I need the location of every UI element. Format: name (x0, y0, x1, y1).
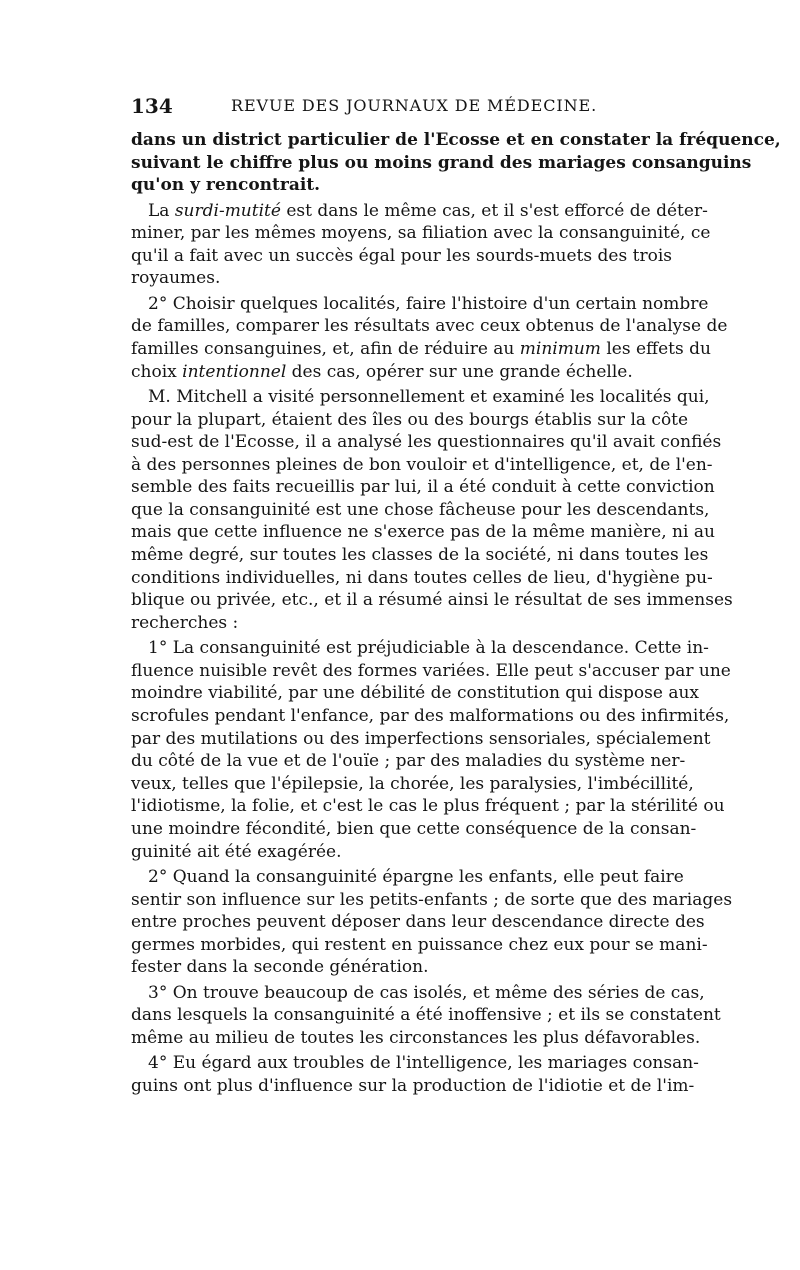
text-line: blique ou privée, etc., et il a résumé ainsi le résultat de ses immenses (131, 590, 733, 611)
text-line: mais que cette influence ne s'exerce pas de la même manière, ni au (131, 522, 715, 543)
text-line: guins ont plus d'influence sur la production de l'idiotie et de l'im- (131, 1075, 695, 1096)
page-number: 134 (131, 94, 173, 118)
text-line: par des mutilations ou des imperfections sensoriales, spécialement (131, 728, 711, 749)
text-line: fluence nuisible revêt des formes variées. Elle peut s'accuser par une (131, 660, 731, 681)
text-line: qu'on y rencontrait. (131, 175, 321, 196)
text-line: moindre viabilité, par une débilité de constitution qui dispose aux (131, 683, 699, 704)
text-line: sud-est de l'Ecosse, il a analysé les questionnaires qu'il avait confiés (131, 432, 722, 453)
text-line: même au milieu de toutes les circonstances les plus défavorables. (131, 1027, 701, 1048)
running-head (131, 94, 672, 120)
text-line: 2° Choisir quelques localités, faire l'histoire d'un certain nombre (148, 293, 709, 314)
text-line: sentir son influence sur les petits-enfants ; de sorte que des mariages (131, 889, 733, 910)
running-title: REVUE DES JOURNAUX DE MÉDECINE. (231, 96, 598, 115)
text-line: familles consanguines, et, afin de réduire au minimum les effets du (131, 338, 711, 359)
text-line: dans lesquels la consanguinité a été inoffensive ; et ils se constatent (131, 1005, 721, 1026)
text-line: guinité ait été exagérée. (131, 841, 342, 862)
text-line: fester dans la seconde génération. (131, 957, 429, 978)
text-line: miner, par les mêmes moyens, sa filiation avec la consanguinité, ce (131, 223, 711, 244)
text-line: choix intentionnel des cas, opérer sur une grande échelle. (131, 361, 633, 382)
text-line: entre proches peuvent déposer dans leur descendance directe des (131, 912, 705, 933)
text-line: l'idiotisme, la folie, et c'est le cas le plus fréquent ; par la stérilité ou (131, 796, 725, 817)
text-line: même degré, sur toutes les classes de la société, ni dans toutes les (131, 545, 709, 566)
text-line: germes morbides, qui restent en puissance chez eux pour se mani- (131, 934, 708, 955)
text-line: scrofules pendant l'enfance, par des malformations ou des infirmités, (131, 706, 730, 727)
text-line: 1° La consanguinité est préjudiciable à la descendance. Cette in- (148, 638, 709, 659)
text-line: pour la plupart, étaient des îles ou des bourgs établis sur la côte (131, 409, 689, 430)
text-line: une moindre fécondité, bien que cette conséquence de la consan- (131, 819, 697, 839)
body-text (131, 129, 781, 1098)
text-line: dans un district particulier de l'Ecosse et en constater la fréquence, (131, 130, 781, 150)
text-line: 4° Eu égard aux troubles de l'intelligence, les mariages consan- (148, 1053, 699, 1074)
text-line: royaumes. (131, 268, 221, 289)
text-line: à des personnes pleines de bon vouloir et d'intelligence, et, de l'en- (131, 454, 713, 475)
text-line: M. Mitchell a visité personnellement et examiné les localités qui, (148, 386, 710, 407)
text-line: veux, telles que l'épilepsie, la chorée, les paralysies, l'imbécillité, (131, 773, 694, 794)
text-line: La surdi-mutité est dans le même cas, et il s'est efforcé de déter- (148, 200, 708, 221)
text-line: qu'il a fait avec un succès égal pour les sourds-muets des trois (131, 245, 672, 266)
text-line: 2° Quand la consanguinité épargne les enfants, elle peut faire (148, 866, 684, 887)
text-line: 3° On trouve beaucoup de cas isolés, et même des séries de cas, (148, 982, 705, 1003)
book-page (131, 0, 781, 1270)
text-line: suivant le chiffre plus ou moins grand des mariages consanguins (131, 152, 752, 173)
text-line: que la consanguinité est une chose fâcheuse pour les descendants, (131, 499, 710, 520)
text-line: conditions individuelles, ni dans toutes celles de lieu, d'hygiène pu- (131, 567, 713, 588)
text-line: semble des faits recueillis par lui, il a été conduit à cette conviction (131, 477, 715, 498)
text-line: de familles, comparer les résultats avec ceux obtenus de l'analyse de (131, 316, 728, 337)
text-line: recherches : (131, 612, 239, 633)
text-line: du côté de la vue et de l'ouïe ; par des maladies du système ner- (131, 751, 686, 772)
